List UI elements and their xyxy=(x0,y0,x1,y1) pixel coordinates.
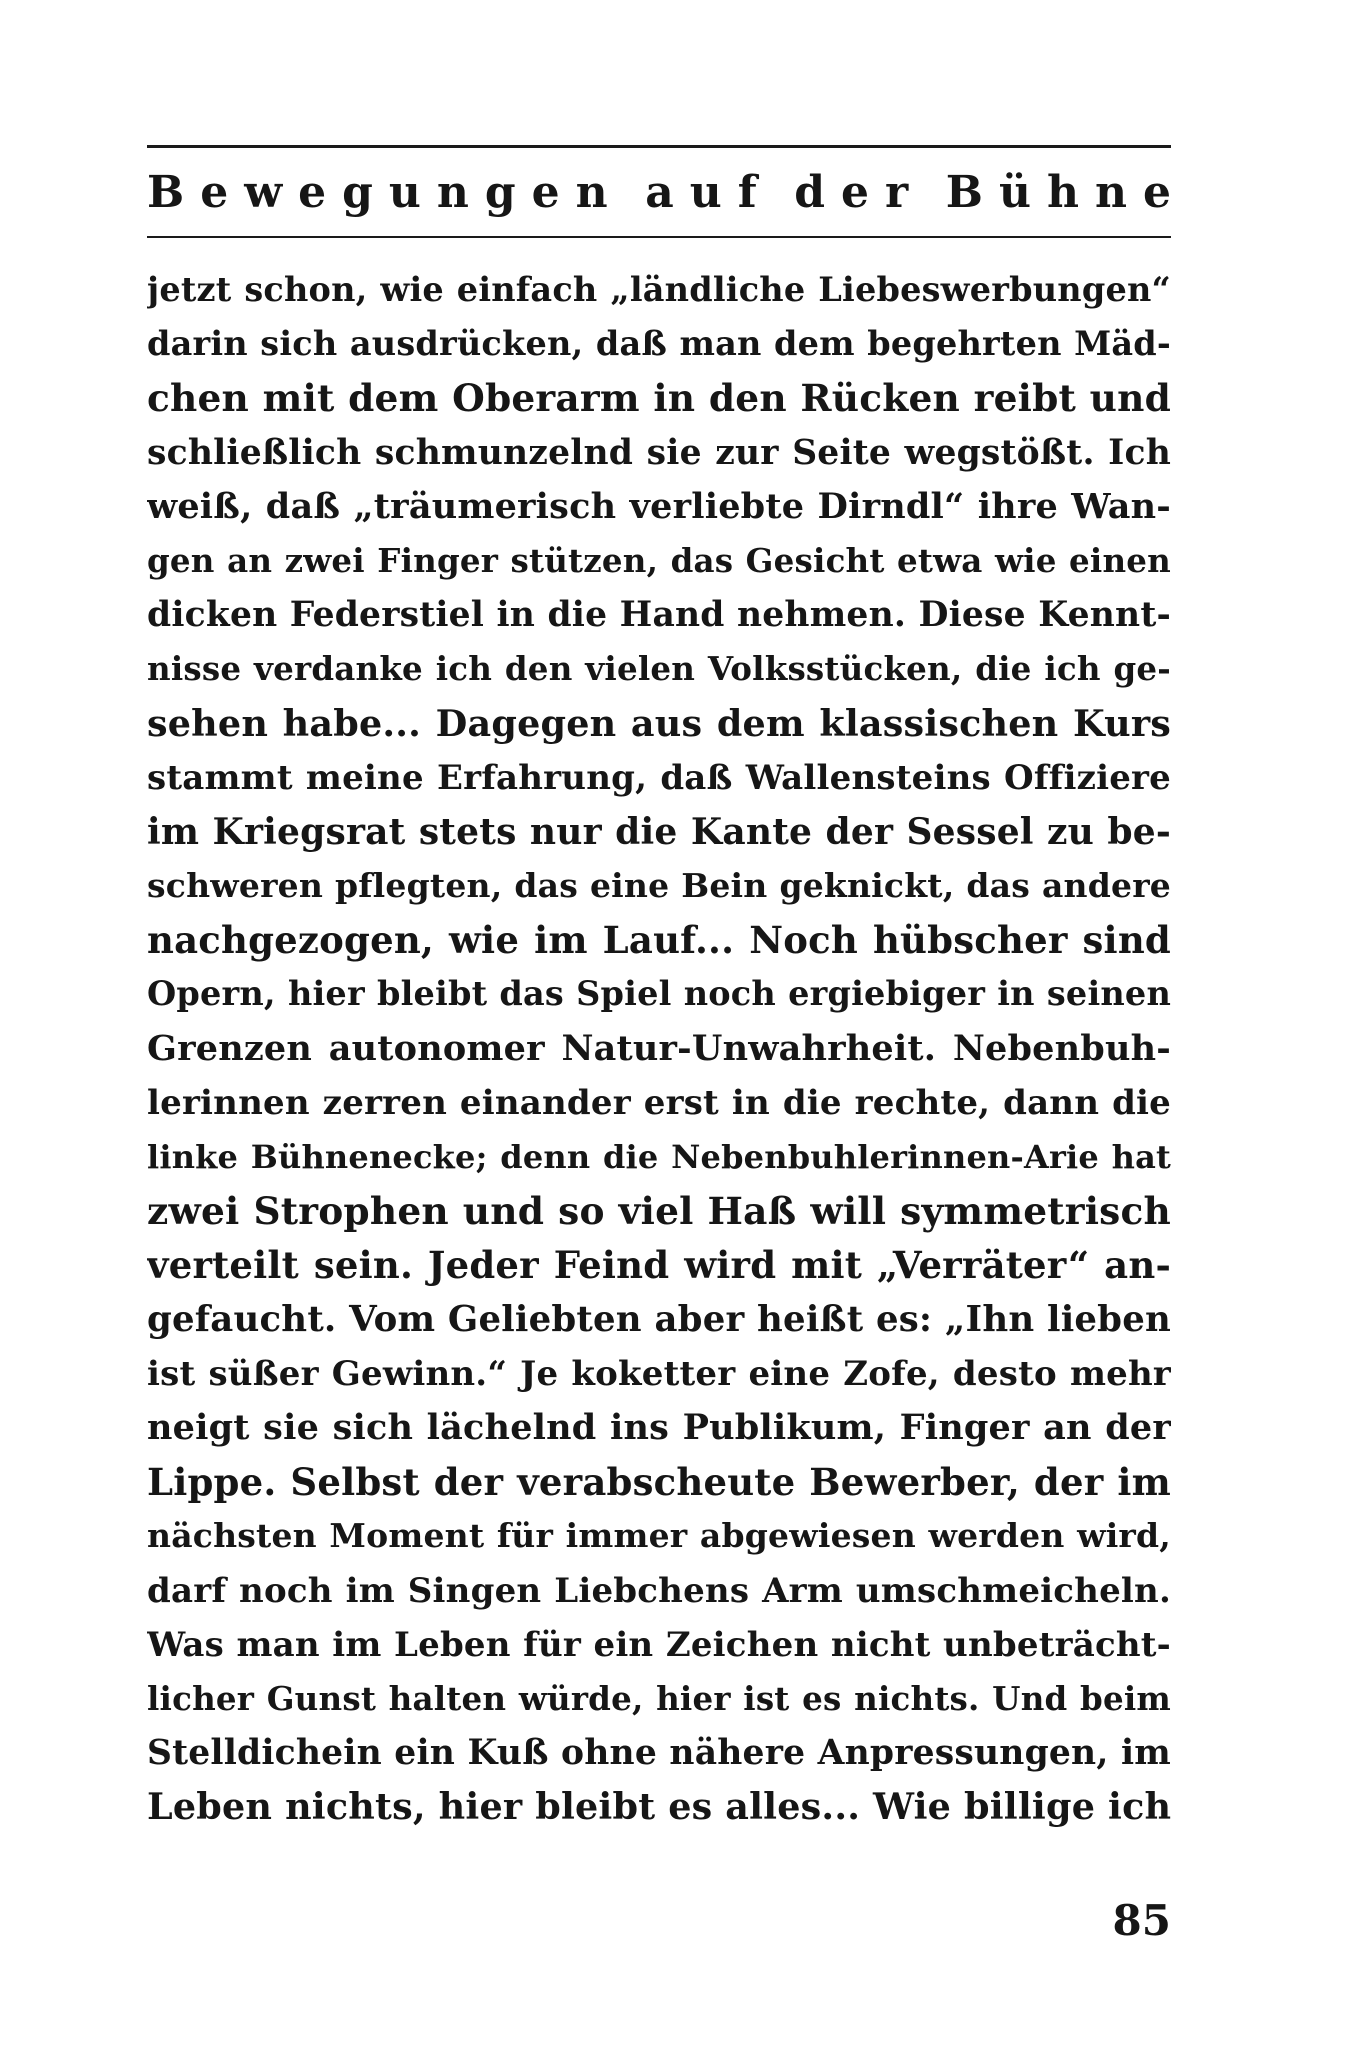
text-line: nachgezogen, wie im Lauf... Noch hübscher sind xyxy=(147,918,1171,963)
text-line: schließlich schmunzelnd sie zur Seite wegstößt. Ich xyxy=(147,432,1171,473)
text-line: gen an zwei Finger stützen, das Gesicht etwa wie einen xyxy=(147,540,1171,580)
text-line: nisse verdanke ich den vielen Volksstücken, die ich ge- xyxy=(147,649,1171,689)
text-line: weiß, daß „träumerisch verliebte Dirndl“ ihre Wan- xyxy=(147,485,1171,527)
text-line: Leben nichts, hier bleibt es alles... Wie billige ich xyxy=(147,1785,1171,1829)
running-head-word: B ü h n e xyxy=(945,166,1171,218)
text-line: verteilt sein. Jeder Feind wird mit „Verräter“ an- xyxy=(147,1243,1171,1288)
text-line: Lippe. Selbst der verabscheute Bewerber, der im xyxy=(147,1460,1171,1505)
text-line: chen mit dem Oberarm in den Rücken reibt und xyxy=(147,376,1171,421)
page-number: 85 xyxy=(1112,1896,1171,1945)
text-line: schweren pflegten, das eine Bein geknickt, das andere xyxy=(147,866,1171,906)
text-line: jetzt schon, wie einfach „ländliche Liebeswerbungen“ xyxy=(147,270,1171,309)
text-line: zwei Strophen und so viel Haß will symmetrisch xyxy=(147,1189,1171,1234)
text-line: darf noch im Singen Liebchens Arm umschmeicheln. xyxy=(147,1570,1171,1611)
running-head-word: a u f xyxy=(645,166,757,218)
text-line: Grenzen autonomer Natur-Unwahrheit. Nebenbuh- xyxy=(147,1027,1171,1069)
text-line: ist süßer Gewinn.“ Je koketter eine Zofe, desto mehr xyxy=(147,1353,1171,1394)
text-line: neigt sie sich lächelnd ins Publikum, Finger an der xyxy=(147,1406,1171,1448)
text-line: gefaucht. Vom Geliebten aber heißt es: „Ihn lieben xyxy=(147,1298,1171,1340)
header-rule-bottom xyxy=(147,236,1171,238)
text-line: Stelldichein ein Kuß ohne nähere Anpressungen, im xyxy=(147,1733,1171,1774)
header-rule-top xyxy=(147,145,1171,148)
running-head-word: B e w e g u n g e n xyxy=(147,166,608,218)
running-head-word: d e r xyxy=(794,166,909,218)
text-line: Was man im Leben für ein Zeichen nicht unbeträcht- xyxy=(147,1624,1171,1665)
text-line: darin sich ausdrücken, daß man dem begehrten Mäd- xyxy=(147,324,1171,364)
body-text xyxy=(147,263,1171,1834)
text-line: lerinnen zerren einander erst in die rechte, dann die xyxy=(147,1082,1171,1123)
running-head xyxy=(147,160,1171,224)
text-line: im Kriegsrat stets nur die Kante der Sessel zu be- xyxy=(147,810,1171,853)
text-line: nächsten Moment für immer abgewiesen werden wird, xyxy=(147,1516,1171,1556)
text-line: sehen habe... Dagegen aus dem klassischen Kurs xyxy=(147,701,1171,745)
text-line: dicken Federstiel in die Hand nehmen. Diese Kennt- xyxy=(147,595,1171,636)
text-line: Opern, hier bleibt das Spiel noch ergiebiger in seinen xyxy=(147,974,1171,1014)
text-line: licher Gunst halten würde, hier ist es nichts. Und beim xyxy=(147,1678,1171,1718)
text-line: linke Bühnenecke; denn die Nebenbuhlerinnen-Arie hat xyxy=(147,1138,1171,1176)
text-line: stammt meine Erfahrung, daß Wallensteins Offiziere xyxy=(147,757,1171,798)
